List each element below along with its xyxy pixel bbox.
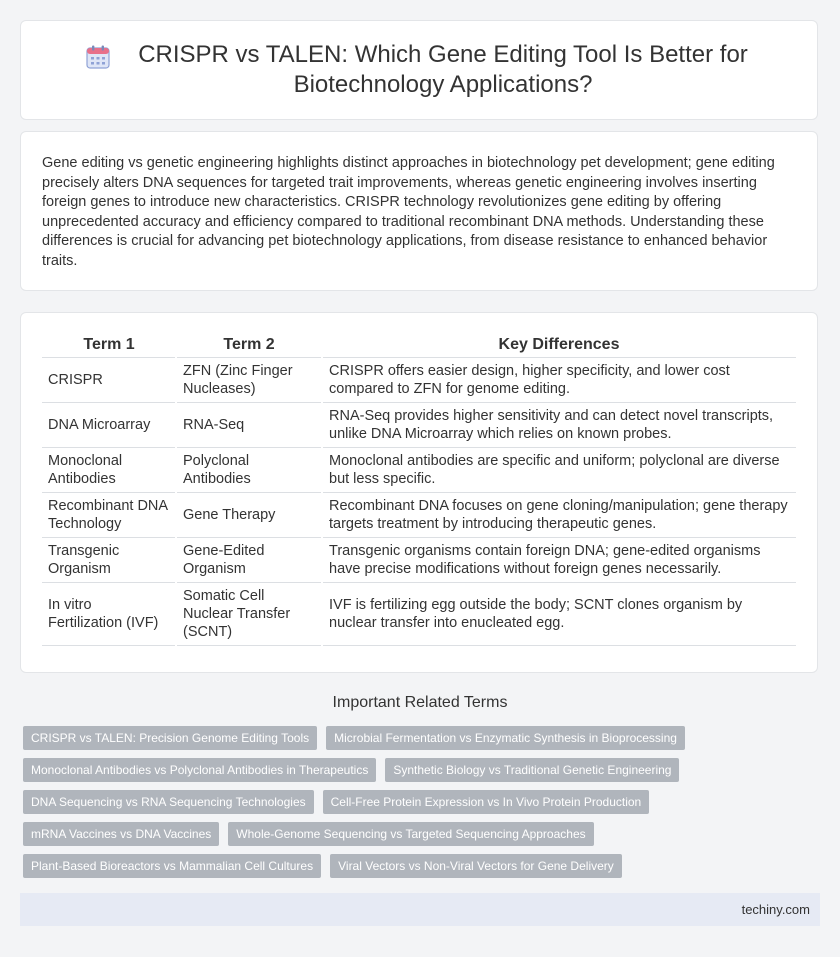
table-row (42, 403, 796, 448)
cell-term2: Gene Therapy (176, 493, 322, 538)
site-name[interactable]: techiny.com (741, 902, 810, 917)
tag-row (23, 822, 823, 846)
cell-term2: ZFN (Zinc Finger Nucleases) (176, 358, 322, 403)
related-term-tag[interactable]: Microbial Fermentation vs Enzymatic Synthesis in Bioprocessing (326, 726, 685, 750)
table-header-row (42, 333, 796, 358)
cell-term2: Somatic Cell Nuclear Transfer (SCNT) (176, 583, 322, 646)
cell-term1: Recombinant DNA Technology (42, 493, 176, 538)
cell-term1: Monoclonal Antibodies (42, 448, 176, 493)
cell-differences: RNA-Seq provides higher sensitivity and can detect novel transcripts, unlike DNA Microarray which relies on known probes. (322, 403, 796, 448)
related-term-tag[interactable]: Plant-Based Bioreactors vs Mammalian Cell Cultures (23, 854, 321, 878)
related-term-tag[interactable]: Whole-Genome Sequencing vs Targeted Sequencing Approaches (228, 822, 593, 846)
cell-differences: Recombinant DNA focuses on gene cloning/manipulation; gene therapy targets treatment by introducing therapeutic genes. (322, 493, 796, 538)
calendar-icon (85, 44, 111, 70)
header-key-differences: Key Differences (322, 333, 796, 358)
related-term-tag[interactable]: CRISPR vs TALEN: Precision Genome Editing Tools (23, 726, 317, 750)
table-row (42, 358, 796, 403)
cell-term2: RNA-Seq (176, 403, 322, 448)
cell-term1: In vitro Fertilization (IVF) (42, 583, 176, 646)
cell-term1: CRISPR (42, 358, 176, 403)
header-term2: Term 2 (176, 333, 322, 358)
tag-row (23, 726, 823, 750)
tag-row (23, 854, 823, 878)
header-term1: Term 1 (42, 333, 176, 358)
table-row (42, 583, 796, 646)
related-terms-heading: Important Related Terms (332, 694, 508, 711)
title-card (20, 20, 818, 120)
related-term-tag[interactable]: Synthetic Biology vs Traditional Genetic Engineering (385, 758, 679, 782)
related-term-tag[interactable]: Viral Vectors vs Non-Viral Vectors for Gene Delivery (330, 854, 622, 878)
cell-term1: Transgenic Organism (42, 538, 176, 583)
cell-differences: IVF is fertilizing egg outside the body; SCNT clones organism by nuclear transfer into enucleated egg. (322, 583, 796, 646)
tag-row (23, 758, 823, 782)
cell-term2: Polyclonal Antibodies (176, 448, 322, 493)
related-term-tag[interactable]: mRNA Vaccines vs DNA Vaccines (23, 822, 219, 846)
cell-term1: DNA Microarray (42, 403, 176, 448)
cell-differences: Monoclonal antibodies are specific and uniform; polyclonal are diverse but less specific. (322, 448, 796, 493)
footer (20, 893, 820, 926)
table-row (42, 448, 796, 493)
comparison-table-card (20, 312, 818, 673)
related-term-tag[interactable]: DNA Sequencing vs RNA Sequencing Technologies (23, 790, 314, 814)
table-row (42, 538, 796, 583)
related-term-tag[interactable]: Cell-Free Protein Expression vs In Vivo Protein Production (323, 790, 650, 814)
tag-row (23, 790, 823, 814)
intro-card (20, 131, 818, 291)
cell-term2: Gene-Edited Organism (176, 538, 322, 583)
cell-differences: CRISPR offers easier design, higher specificity, and lower cost compared to ZFN for genome editing. (322, 358, 796, 403)
page-title: CRISPR vs TALEN: Which Gene Editing Tool Is Better for Biotechnology Applications? (138, 41, 748, 98)
cell-differences: Transgenic organisms contain foreign DNA; gene-edited organisms have precise modifications without foreign genes necessarily. (322, 538, 796, 583)
comparison-table (42, 333, 796, 646)
related-terms-list (23, 726, 823, 886)
related-term-tag[interactable]: Monoclonal Antibodies vs Polyclonal Antibodies in Therapeutics (23, 758, 376, 782)
intro-paragraph: Gene editing vs genetic engineering highlights distinct approaches in biotechnology pet development; gene editing precisely alters DNA sequences for targeted trait improvements, whereas genetic engineering involves inserting foreign genes to introduce new characteristics. CRISPR technology revolutionizes gene editing by offering unprecedented accuracy and efficiency compared to traditional recombinant DNA methods. Understanding these differences is crucial for advancing pet biotechnology applications, from disease resistance to enhanced behavior traits. (42, 155, 775, 269)
table-row (42, 493, 796, 538)
